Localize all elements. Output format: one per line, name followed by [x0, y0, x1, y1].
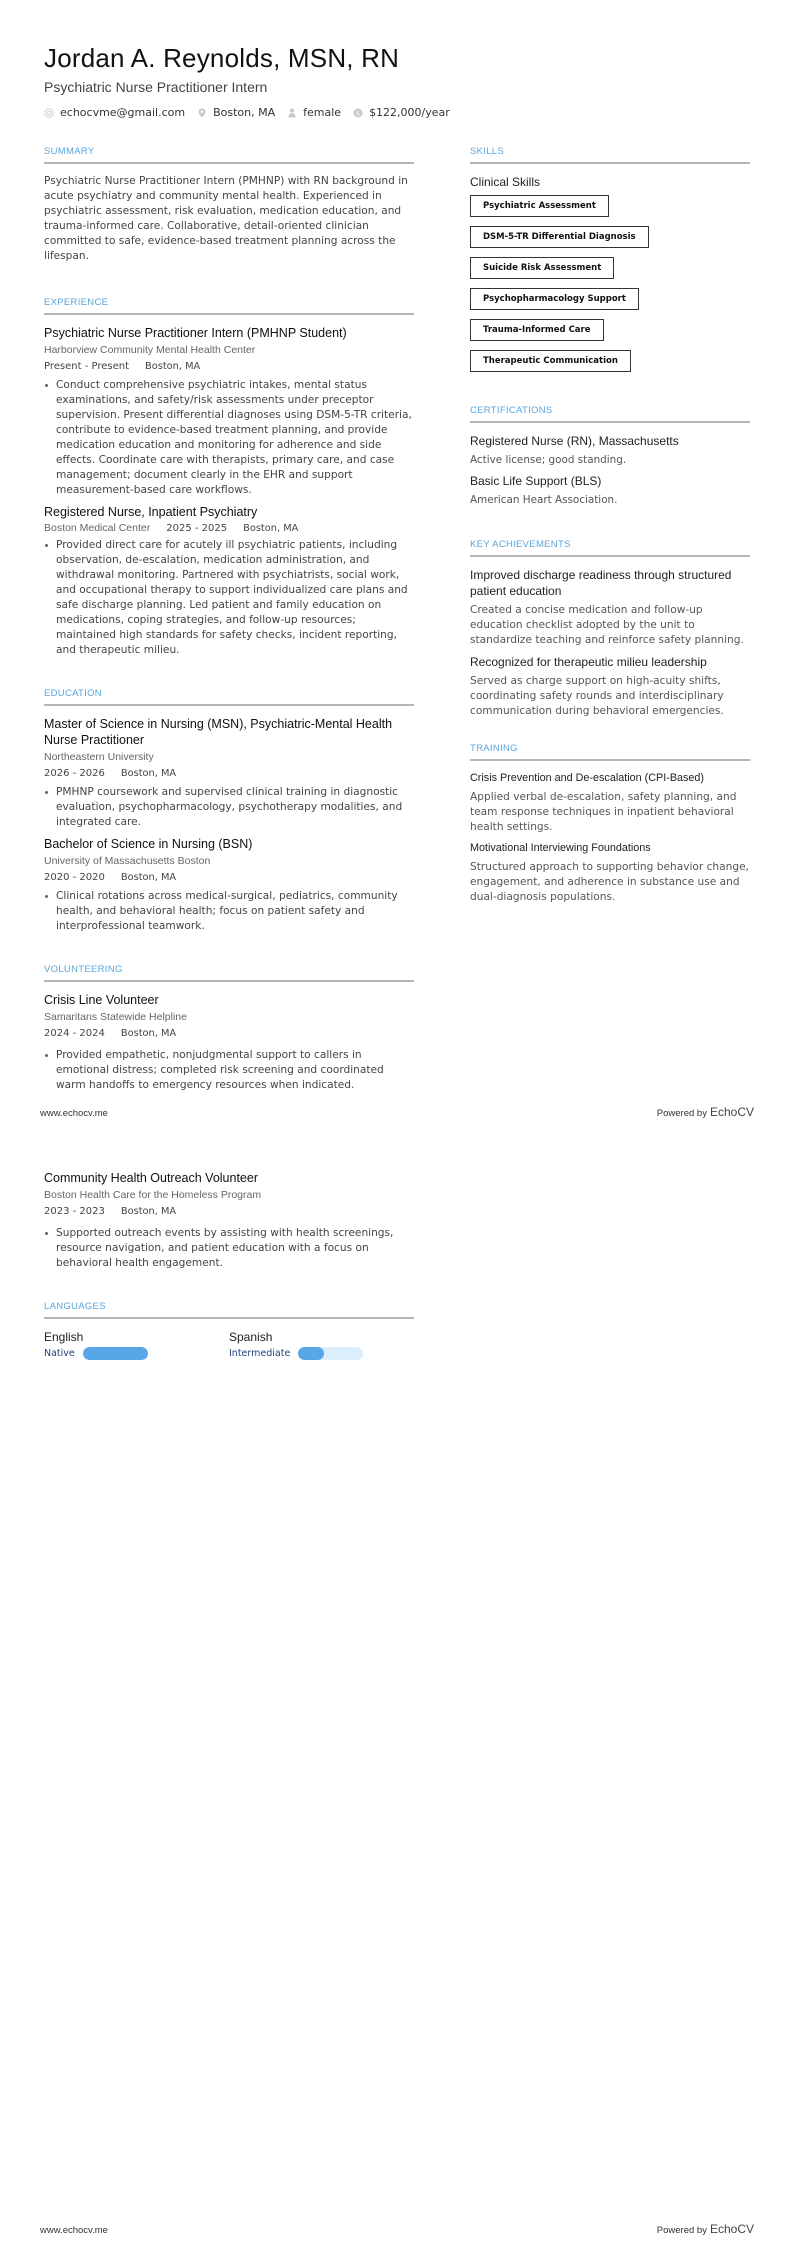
at-icon — [44, 108, 54, 118]
contact-gender — [287, 106, 341, 119]
date-range: 2025 - 2025 — [166, 523, 228, 534]
section-heading: TRAINING — [470, 743, 518, 754]
organization: Boston Health Care for the Homeless Program — [44, 1189, 262, 1201]
entry-meta — [44, 360, 414, 374]
resume-header — [44, 42, 764, 119]
summary-section — [44, 146, 414, 264]
section-heading: VOLUNTEERING — [44, 964, 123, 975]
language-list — [44, 1329, 414, 1360]
language-level: Intermediate — [229, 1347, 291, 1359]
section-divider — [44, 704, 414, 706]
summary-text: Psychiatric Nurse Practitioner Intern (PMHNP) with RN background in acute psychiatry and community mental health. Experienced in psychiatric assessment, risk evaluation, medication education, and trauma-informed care. Collaborative, detail-oriented clinician committed to safe, evidence-based treatment planning across the lifespan. — [44, 175, 408, 262]
brand-logo[interactable]: EchoCV — [709, 1105, 754, 1119]
language-level: Native — [44, 1347, 75, 1359]
bullet-list — [44, 1048, 414, 1093]
volunteer-role: Community Health Outreach Volunteer — [44, 1171, 258, 1185]
training-section — [470, 743, 750, 905]
proficiency-bar — [298, 1347, 363, 1360]
degree-title: Master of Science in Nursing (MSN), Psychiatric-Mental Health Nurse Practitioner — [44, 717, 393, 747]
section-divider — [470, 759, 750, 761]
experience-entry — [44, 504, 414, 658]
experience-entry — [44, 325, 414, 498]
skill-tag: Therapeutic Communication — [470, 350, 631, 372]
page-footer — [40, 1105, 754, 1119]
training-title: Crisis Prevention and De-escalation (CPI-Based) — [470, 772, 705, 784]
job-title: Psychiatric Nurse Practitioner Intern (PMHNP Student) — [44, 326, 347, 340]
candidate-title: Psychiatric Nurse Practitioner Intern — [44, 79, 268, 95]
entry-location: Boston, MA — [120, 872, 177, 883]
section-divider — [470, 162, 750, 164]
candidate-name: Jordan A. Reynolds, MSN, RN — [44, 43, 400, 73]
volunteer-entry — [44, 1170, 414, 1271]
school: University of Massachusetts Boston — [44, 855, 211, 867]
skill-tag: Suicide Risk Assessment — [470, 257, 614, 279]
powered-by — [657, 1105, 754, 1119]
achievement-title: Recognized for therapeutic milieu leadership — [470, 655, 707, 669]
location-text: Boston, MA — [213, 106, 276, 119]
entry-meta — [44, 1027, 414, 1041]
school: Northeastern University — [44, 751, 154, 763]
bullet-item: Conduct comprehensive psychiatric intakes, mental status examinations, and safety/risk assessments under preceptor supervision. Present differential diagnoses using DSM-5-TR criteria, contribute to evidence-based treatment planning, and provide medication education and monitoring for adherence and side effects. Coordinate care with therapists, primary care, and case management; document clearly in the EHR and support measurement-based care workflows. — [44, 378, 414, 498]
skills-section — [470, 146, 750, 381]
left-column-page-2 — [44, 1170, 414, 1360]
bullet-item: Clinical rotations across medical-surgical, pediatrics, community health, and behavioral health; focus on patient safety and interprofessional teamwork. — [44, 889, 414, 934]
bullet-list — [44, 538, 414, 658]
date-range: 2023 - 2023 — [44, 1206, 105, 1217]
achievement-title: Improved discharge readiness through structured patient education — [470, 568, 732, 598]
job-title: Registered Nurse, Inpatient Psychiatry — [44, 505, 258, 519]
bullet-list — [44, 378, 414, 498]
achievements-section — [470, 539, 750, 719]
entry-meta — [44, 767, 414, 781]
section-heading: SUMMARY — [44, 146, 95, 157]
powered-by-label: Powered by — [656, 2225, 707, 2236]
bullet-list — [44, 1226, 414, 1271]
bullet-item: Provided direct care for acutely ill psychiatric patients, including observation, de-escalation, medication administration, and withdrawal monitoring. Partnered with psychiatrists, social work, and occupational therapy to support individualized care plans and safe discharge planning. Led patient and family education on medications, coping strategies, and follow-up resources; maintained high standards for safety checks, incident reporting, and therapeutic milieu. — [44, 538, 414, 658]
right-column — [470, 146, 750, 911]
training-desc: Applied verbal de-escalation, safety planning, and team response techniques in inpatient behavioral health settings. — [470, 791, 737, 833]
entry-meta — [44, 522, 414, 534]
website-link[interactable]: www.echocv.me — [40, 2225, 108, 2236]
achievement-desc: Created a concise medication and follow-up education checklist adopted by the unit to standardize teaching and reinforce safety planning. — [470, 604, 744, 646]
languages-section — [44, 1301, 414, 1360]
education-entry — [44, 716, 414, 830]
training-title: Motivational Interviewing Foundations — [470, 842, 651, 854]
education-section — [44, 688, 414, 934]
employer: Harborview Community Mental Health Center — [44, 344, 256, 356]
certification-desc: Active license; good standing. — [470, 454, 627, 466]
website-link[interactable]: www.echocv.me — [40, 1108, 108, 1119]
skill-tag: DSM-5-TR Differential Diagnosis — [470, 226, 649, 248]
contact-email[interactable] — [44, 106, 185, 119]
language-level-row — [229, 1347, 414, 1360]
education-entry — [44, 836, 414, 934]
experience-section — [44, 297, 414, 658]
section-divider — [470, 555, 750, 557]
certifications-section — [470, 405, 750, 507]
entry-meta — [44, 1205, 414, 1219]
email-text: echocvme@gmail.com — [60, 106, 186, 119]
person-icon — [287, 108, 297, 118]
language-name: Spanish — [229, 1330, 273, 1344]
location-pin-icon — [197, 108, 207, 118]
skill-tag: Trauma-Informed Care — [470, 319, 604, 341]
date-range: 2024 - 2024 — [44, 1028, 105, 1039]
skill-tag: Psychopharmacology Support — [470, 288, 639, 310]
volunteer-role: Crisis Line Volunteer — [44, 993, 159, 1007]
entry-location: Boston, MA — [145, 361, 201, 372]
organization: Samaritans Statewide Helpline — [44, 1011, 187, 1023]
language-level-row — [44, 1347, 229, 1360]
section-divider — [44, 1317, 414, 1319]
date-range: 2020 - 2020 — [44, 872, 105, 883]
brand-logo[interactable]: EchoCV — [709, 2222, 754, 2236]
section-heading: CERTIFICATIONS — [470, 405, 553, 416]
section-heading: EXPERIENCE — [44, 297, 109, 308]
dollar-coin-icon — [353, 108, 363, 118]
date-range: Present - Present — [44, 361, 130, 372]
certification-title: Basic Life Support (BLS) — [470, 474, 602, 488]
section-divider — [470, 421, 750, 423]
salary-text: $122,000/year — [369, 106, 450, 119]
skill-tags — [470, 195, 750, 381]
contact-salary — [353, 106, 450, 119]
section-heading: LANGUAGES — [44, 1301, 106, 1312]
language-name: English — [44, 1330, 84, 1344]
certification-desc: American Heart Association. — [470, 494, 618, 506]
proficiency-fill — [298, 1347, 324, 1360]
date-range: 2026 - 2026 — [44, 768, 105, 779]
powered-by — [657, 2222, 754, 2236]
bullet-item: Provided empathetic, nonjudgmental support to callers in emotional distress; completed risk screening and coordinated warm handoffs to emergency resources when indicated. — [44, 1048, 414, 1093]
section-heading: KEY ACHIEVEMENTS — [470, 539, 571, 550]
svg-text:$: $ — [355, 108, 361, 117]
bullet-item: Supported outreach events by assisting with health screenings, resource navigation, and patient education with a focus on behavioral health engagement. — [44, 1226, 414, 1271]
proficiency-fill — [83, 1347, 148, 1360]
entry-location: Boston, MA — [120, 1206, 177, 1217]
skill-tag: Psychiatric Assessment — [470, 195, 609, 217]
bullet-list — [44, 785, 414, 830]
language-item — [44, 1329, 229, 1360]
bullet-item: PMHNP coursework and supervised clinical training in diagnostic evaluation, psychopharmacology, psychotherapy modalities, and integrated care. — [44, 785, 414, 830]
entry-location: Boston, MA — [243, 523, 299, 534]
entry-location: Boston, MA — [120, 1028, 177, 1039]
proficiency-bar — [83, 1347, 148, 1360]
contact-location — [197, 106, 275, 119]
bullet-list — [44, 889, 414, 934]
section-heading: SKILLS — [470, 146, 505, 157]
section-divider — [44, 162, 414, 164]
skill-category: Clinical Skills — [470, 175, 541, 189]
left-column — [44, 146, 414, 1093]
entry-location: Boston, MA — [120, 768, 177, 779]
volunteering-section — [44, 964, 414, 1093]
achievement-desc: Served as charge support on high-acuity shifts, coordinating safety rounds and interdisciplinary communication during behavioral emergencies. — [470, 675, 724, 717]
entry-meta — [44, 871, 414, 885]
page-footer-2 — [40, 2222, 754, 2236]
contact-row — [44, 106, 764, 119]
volunteer-entry — [44, 992, 414, 1093]
section-heading: EDUCATION — [44, 688, 102, 699]
powered-by-label: Powered by — [656, 1108, 707, 1119]
language-item — [229, 1329, 414, 1360]
gender-text: female — [303, 106, 342, 119]
section-divider — [44, 980, 414, 982]
section-divider — [44, 313, 414, 315]
training-desc: Structured approach to supporting behavior change, engagement, and adherence in substance use and dual-diagnosis populations. — [470, 861, 749, 903]
degree-title: Bachelor of Science in Nursing (BSN) — [44, 837, 253, 851]
certification-title: Registered Nurse (RN), Massachusetts — [470, 434, 679, 448]
employer: Boston Medical Center — [44, 522, 151, 534]
